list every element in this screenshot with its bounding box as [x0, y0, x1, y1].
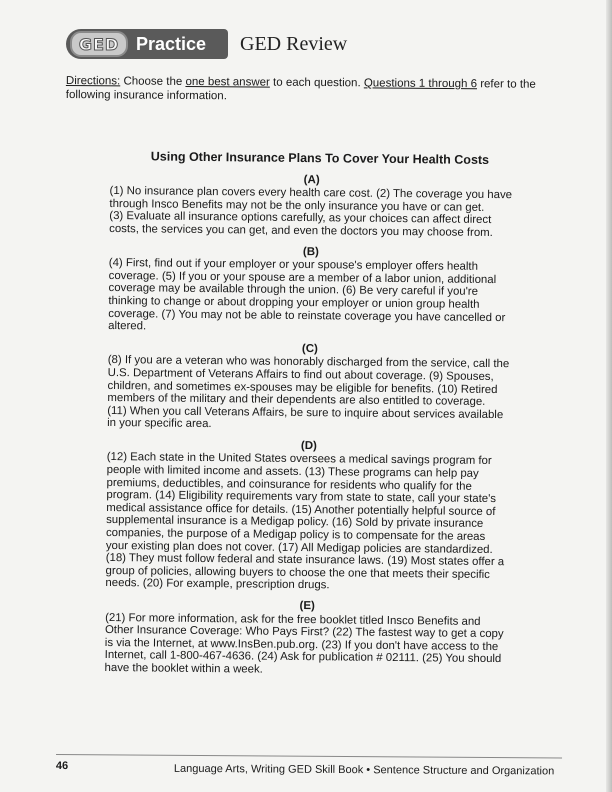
- directions-label: Directions:: [65, 74, 121, 88]
- directions-emphasis: one best answer: [185, 75, 270, 89]
- ged-practice-badge: [66, 29, 228, 59]
- directions-questions-ref: Questions 1 through 6: [363, 77, 478, 91]
- passage: [104, 150, 514, 687]
- section-letter-d: (D): [300, 439, 317, 453]
- section-letter-c: (C): [301, 342, 318, 355]
- ged-logo: GED: [70, 31, 128, 57]
- paragraph: (1) No insurance plan covers every health care cost. (2) The coverage you have through Insco Benefits may not be the only insurance you have or can get.: [109, 185, 513, 214]
- footer-rule: [56, 754, 562, 759]
- page-title: GED Review: [240, 32, 348, 55]
- section-e: [105, 612, 510, 679]
- footer-text: Language Arts, Writing GED Skill Book • Sentence Structure and Organization: [173, 762, 555, 778]
- directions-text-before: Choose the: [120, 75, 186, 88]
- directions: [66, 74, 572, 106]
- section-letter-b: (B): [302, 245, 319, 258]
- section-b: [108, 257, 513, 337]
- page-header: [66, 29, 347, 59]
- paragraph: (4) First, find out if your employer or your spouse's employer offers health coverage. (5) If you or your spouse are a member of a labor union, additional coverage may be available through the union. (6) Be very careful if you're thinking to change or about dropping your employer or union group health coverage. (7) You may not be able to reinstate coverage you have cancelled or altered.: [108, 257, 506, 333]
- practice-label: Practice: [136, 33, 207, 54]
- directions-text-after: refer to the following insurance information.: [65, 78, 536, 103]
- section-letter-e: (E): [299, 600, 315, 613]
- paragraph: (11) When you call Veterans Affairs, be sure to inquire about services available in your specific area.: [107, 404, 504, 431]
- section-a: [109, 185, 514, 240]
- paragraph: (8) If you are a veteran who was honorably discharged from the service, call the U.S. Department of Veterans Affairs to find out about coverage. (9) Spouses, children, and sometimes ex-spouses may be eligible for benefits. (10) Retired members of the military and their dependents are also entitled to coverage.: [107, 354, 510, 409]
- paragraph: (12) Each state in the United States oversees a medical savings program for people with limited income and assets. (13) These programs can help pay premiums, deductibles, and coinsurance for residents who qualify for the program. (14) Eligibility requirements vary from state to state, call your state's medical assistance office for details. (15) Another potentially helpful source of supplemental insurance is a Medigap policy. (16) Sold by private insurance companies, the purpose of a Medigap policy is to compensate for the areas your existing plan does not cover. (17) All Medigap policies are standardized. (18) They must follow federal and state insurance laws. (19) Most states offer a group of policies, allowing buyers to choose the one that meets their specific needs. (20) For example, prescription drugs.: [105, 451, 505, 592]
- section-letter-a: (A): [303, 173, 320, 186]
- page-number: 46: [55, 760, 69, 773]
- section-d: [105, 451, 510, 594]
- directions-text-mid: to each question.: [269, 76, 364, 90]
- section-c: [107, 354, 512, 434]
- paragraph: (3) Evaluate all insurance options carefully, as your choices can affect direct costs, the services you can get, and even the doctors you may choose from.: [109, 210, 493, 239]
- paragraph: (21) For more information, ask for the free booklet titled Insco Benefits and Other Insurance Coverage: Who Pays First? (22) The fastest way to get a copy is via the Internet, at www.InsBen.pub.org. (23) If you don't have access to the Internet, call 1-800-467-4636. (24) Ask for publication # 02111. (25) You should have the booklet within a week.: [104, 611, 504, 676]
- passage-title: Using Other Insurance Plans To Cover Your Health Costs: [150, 149, 490, 167]
- page-footer: [55, 760, 564, 778]
- page-edge: [606, 0, 612, 792]
